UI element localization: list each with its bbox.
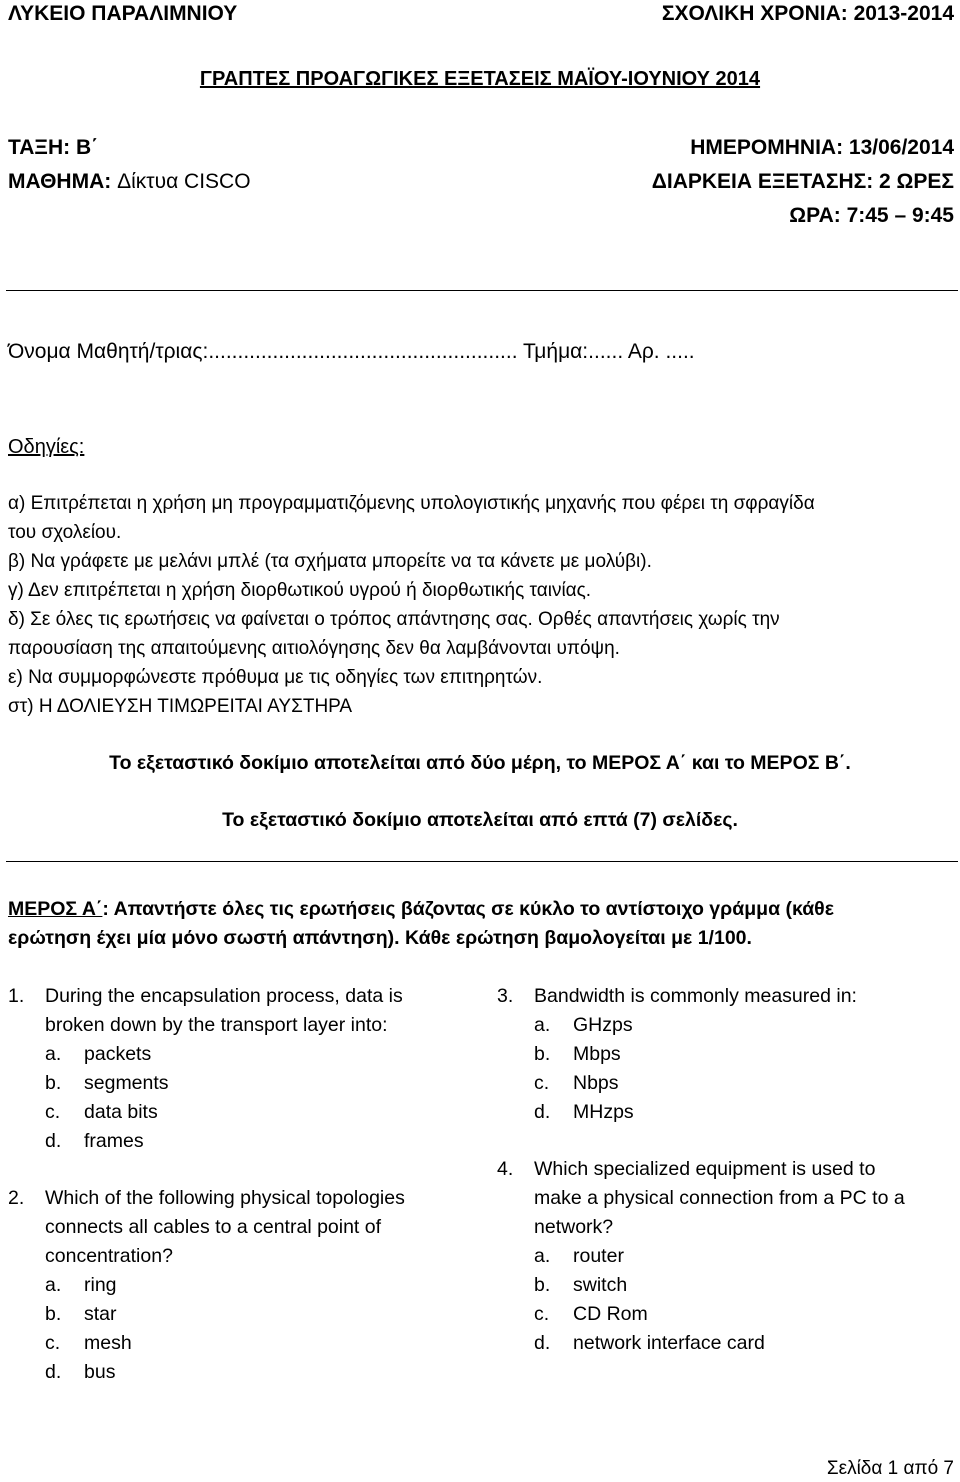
- school-year: ΣΧΟΛΙΚΗ ΧΡΟΝΙΑ: 2013-2014: [661, 2, 954, 25]
- instruction-line: β) Να γράφετε με μελάνι μπλέ (τα σχήματα μπορείτε να τα κάνετε με μολύβι).: [8, 551, 652, 572]
- option-text: GHzps: [573, 1014, 633, 1036]
- question-text: network?: [534, 1216, 614, 1238]
- parts-note: Το εξεταστικό δοκίμιο αποτελείται από δύο μέρη, το ΜΕΡΟΣ Α΄ και το ΜΕΡΟΣ Β΄.: [109, 752, 851, 774]
- student-info-line: Όνομα Μαθητή/τριας:..................................................... Τμήμα:...... Αρ. .....: [8, 340, 695, 363]
- question-number: 4.: [497, 1158, 514, 1180]
- answer-option[interactable]: [497, 1040, 957, 1069]
- question-number: 1.: [8, 985, 25, 1007]
- answer-option[interactable]: [8, 1069, 478, 1098]
- option-letter: d.: [534, 1101, 551, 1123]
- option-letter: d.: [534, 1332, 551, 1354]
- option-letter: c.: [534, 1303, 550, 1325]
- question-text: concentration?: [45, 1245, 173, 1267]
- option-letter: c.: [534, 1072, 550, 1094]
- question-text: broken down by the transport layer into:: [45, 1014, 388, 1036]
- part-a-text-1: : Απαντήστε όλες τις ερωτήσεις βάζοντας σε κύκλο το αντίστοιχο γράμμα (κάθε: [102, 898, 834, 920]
- instructions-heading: Οδηγίες:: [8, 436, 85, 458]
- option-letter: a.: [534, 1014, 551, 1036]
- option-text: data bits: [84, 1101, 158, 1123]
- instruction-line: ε) Να συμμορφώνεστε πρόθυμα με τις οδηγίες των επιτηρητών.: [8, 667, 543, 688]
- option-text: Nbps: [573, 1072, 619, 1094]
- option-letter: d.: [45, 1361, 62, 1383]
- question-text: make a physical connection from a PC to a: [534, 1187, 905, 1209]
- option-text: ring: [84, 1274, 117, 1296]
- option-text: bus: [84, 1361, 116, 1383]
- pages-note: Το εξεταστικό δοκίμιο αποτελείται από επτά (7) σελίδες.: [222, 809, 738, 831]
- school-name: ΛΥΚΕΙΟ ΠΑΡΑΛΙΜΝΙΟΥ: [8, 2, 238, 25]
- question-4: [497, 1155, 957, 1358]
- exam-time: ΩΡΑ: 7:45 – 9:45: [789, 204, 954, 227]
- option-letter: d.: [45, 1130, 62, 1152]
- page-number: Σελίδα 1 από 7: [826, 1458, 954, 1479]
- subject-line: [8, 170, 251, 194]
- option-letter: b.: [45, 1303, 62, 1325]
- exam-date: ΗΜΕΡΟΜΗΝΙΑ: 13/06/2014: [690, 136, 954, 159]
- part-a-intro: [8, 898, 834, 921]
- option-letter: b.: [45, 1072, 62, 1094]
- answer-option[interactable]: [497, 1329, 957, 1358]
- answer-option[interactable]: [497, 1242, 957, 1271]
- option-text: MHzps: [573, 1101, 634, 1123]
- option-text: segments: [84, 1072, 169, 1094]
- option-letter: a.: [45, 1043, 62, 1065]
- class-label: ΤΑΞΗ: Β΄: [8, 136, 99, 159]
- option-text: Mbps: [573, 1043, 621, 1065]
- answer-option[interactable]: [8, 1098, 478, 1127]
- option-letter: a.: [534, 1245, 551, 1267]
- part-a-text-2: ερώτηση έχει μία μόνο σωστή απάντηση). Κάθε ερώτηση βαμολογείται με 1/100.: [8, 927, 752, 949]
- answer-option[interactable]: [497, 1098, 957, 1127]
- option-text: network interface card: [573, 1332, 765, 1354]
- question-3: [497, 982, 957, 1127]
- answer-option[interactable]: [497, 1011, 957, 1040]
- question-text: Which of the following physical topologies: [45, 1187, 405, 1209]
- option-text: frames: [84, 1130, 144, 1152]
- question-number: 2.: [8, 1187, 25, 1209]
- subject-label: ΜΑΘΗΜΑ:: [8, 170, 118, 193]
- answer-option[interactable]: [497, 1300, 957, 1329]
- instruction-line: δ) Σε όλες τις ερωτήσεις να φαίνεται ο τρόπος απάντησης σας. Ορθές απαντήσεις χωρίς την: [8, 609, 780, 630]
- question-text: During the encapsulation process, data is: [45, 985, 403, 1007]
- question-2: [8, 1184, 478, 1387]
- option-letter: b.: [534, 1274, 551, 1296]
- part-a-label: ΜΕΡΟΣ Α΄: [8, 898, 103, 920]
- answer-option[interactable]: [8, 1300, 478, 1329]
- question-number: 3.: [497, 985, 514, 1007]
- option-letter: b.: [534, 1043, 551, 1065]
- exam-duration: ΔΙΑΡΚΕΙΑ ΕΞΕΤΑΣΗΣ: 2 ΩΡΕΣ: [651, 170, 954, 193]
- instruction-line: παρουσίαση της απαιτούμενης αιτιολόγησης δεν θα λαμβάνονται υπόψη.: [8, 638, 620, 659]
- option-text: star: [84, 1303, 117, 1325]
- answer-option[interactable]: [497, 1271, 957, 1300]
- instructions-divider: [6, 861, 958, 862]
- subject-value: Δίκτυα CISCO: [117, 170, 251, 193]
- instruction-line: του σχολείου.: [8, 522, 122, 543]
- answer-option[interactable]: [497, 1069, 957, 1098]
- answer-option[interactable]: [8, 1040, 478, 1069]
- answer-option[interactable]: [8, 1358, 478, 1387]
- option-text: router: [573, 1245, 624, 1267]
- option-letter: a.: [45, 1274, 62, 1296]
- option-text: packets: [84, 1043, 152, 1065]
- answer-option[interactable]: [8, 1271, 478, 1300]
- instruction-line: γ) Δεν επιτρέπεται η χρήση διορθωτικού υγρού ή διορθωτικής ταινίας.: [8, 580, 592, 601]
- option-text: mesh: [84, 1332, 132, 1354]
- option-letter: c.: [45, 1101, 61, 1123]
- instruction-line: στ) Η ΔΟΛΙΕΥΣΗ ΤΙΜΩΡΕΙΤΑΙ ΑΥΣΤΗΡΑ: [8, 696, 353, 717]
- question-text: Bandwidth is commonly measured in:: [534, 985, 857, 1007]
- exam-title: ΓΡΑΠΤΕΣ ΠΡΟΑΓΩΓΙΚΕΣ ΕΞΕΤΑΣΕΙΣ ΜΑΪΟΥ-ΙΟΥΝΙΟΥ 2014: [199, 68, 761, 90]
- option-letter: c.: [45, 1332, 61, 1354]
- question-text: connects all cables to a central point of: [45, 1216, 382, 1238]
- question-text: Which specialized equipment is used to: [534, 1158, 876, 1180]
- option-text: switch: [573, 1274, 628, 1296]
- header-divider: [6, 290, 958, 291]
- answer-option[interactable]: [8, 1329, 478, 1358]
- question-1: [8, 982, 478, 1156]
- answer-option[interactable]: [8, 1127, 478, 1156]
- instruction-line: α) Επιτρέπεται η χρήση μη προγραμματιζόμενης υπολογιστικής μηχανής που φέρει τη σφραγίδα: [8, 493, 815, 514]
- option-text: CD Rom: [573, 1303, 648, 1325]
